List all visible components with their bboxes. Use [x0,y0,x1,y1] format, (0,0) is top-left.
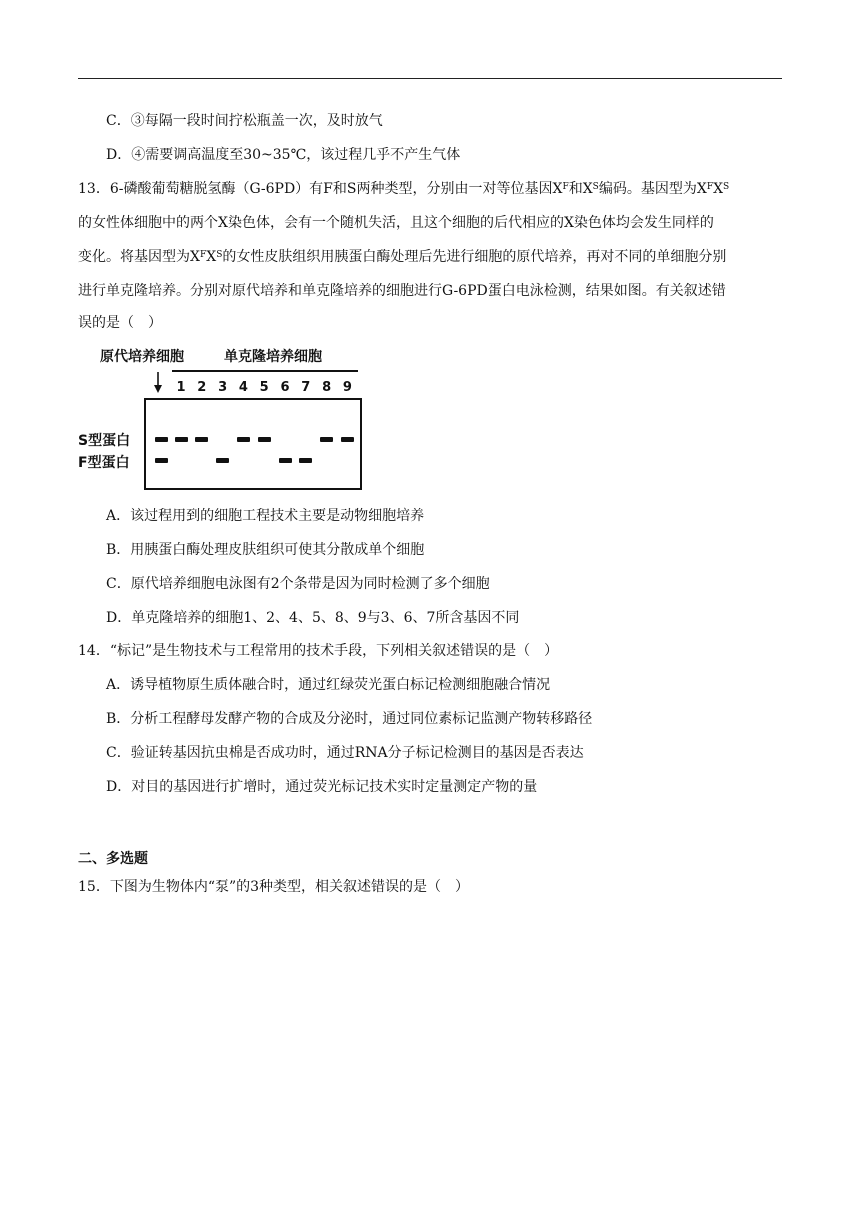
q14-option-d: D．对目的基因进行扩增时，通过荧光标记技术实时定量测定产物的量 [106,779,538,795]
q14-option-a: A．诱导植物原生质体融合时，通过红绿荧光蛋白标记检测细胞融合情况 [106,677,551,693]
lane-number-2: 2 [197,380,207,395]
lane-number-7: 7 [301,380,311,395]
band-lane-7-F [299,458,312,463]
lane-number-3: 3 [218,380,228,395]
electrophoresis-figure [78,342,378,494]
label-clone-culture: 单克隆培养细胞 [224,349,322,365]
band-lane-1-S [175,437,188,442]
lane-number-8: 8 [322,380,332,395]
band-primary-S [155,437,168,442]
label-s-protein: S型蛋白 [78,433,131,449]
q14-option-b: B．分析工程酵母发酵产物的合成及分泌时，通过同位素标记监测产物转移路径 [106,711,593,727]
q13-line-5: 误的是（ ） [78,315,162,331]
lane-number-1: 1 [176,380,186,395]
band-lane-5-S [258,437,271,442]
lane-number-6: 6 [280,380,290,395]
clone-bracket-line [172,370,358,372]
q13-option-c: C．原代培养细胞电泳图有2个条带是因为同时检测了多个细胞 [106,576,490,592]
lane-number-4: 4 [238,380,248,395]
band-lane-9-S [341,437,354,442]
band-lane-3-F [216,458,229,463]
q13-line-1: 13．6-磷酸葡萄糖脱氢酶（G-6PD）有F和S两种类型，分别由一对等位基因$X^F$和$X^S$编码。基因型为$X^FX^S$ [78,181,730,197]
gel-box [144,398,362,490]
q13-line-3: 变化。将基因型为$X^FX^S$的女性皮肤组织用胰蛋白酶处理后先进行细胞的原代培养，再对不同的单细胞分别 [78,249,727,265]
header-rule [78,78,782,79]
band-lane-6-F [279,458,292,463]
band-lane-8-S [320,437,333,442]
q13-option-d: D．单克隆培养的细胞1、2、4、5、8、9与3、6、7所含基因不同 [106,610,520,626]
band-lane-2-S [195,437,208,442]
q14-option-c: C．验证转基因抗虫棉是否成功时，通过RNA分子标记检测目的基因是否表达 [106,745,584,761]
q14-stem: 14．“标记”是生物技术与工程常用的技术手段，下列相关叙述错误的是（ ） [78,643,559,659]
band-lane-4-S [237,437,250,442]
band-primary-F [155,458,168,463]
down-arrow-icon [153,372,163,394]
q12-option-c: C．③每隔一段时间拧松瓶盖一次，及时放气 [106,113,383,129]
q13-line-4: 进行单克隆培养。分别对原代培养和单克隆培养的细胞进行G-6PD蛋白电泳检测，结果如图。有关叙述错 [78,283,726,299]
q13-option-a: A．该过程用到的细胞工程技术主要是动物细胞培养 [106,508,425,524]
q15-stem: 15．下图为生物体内“泵”的3种类型，相关叙述错误的是（ ） [78,879,470,895]
lane-number-9: 9 [342,380,352,395]
label-f-protein: F型蛋白 [78,455,130,471]
q12-option-d: D．④需要调高温度至30~35℃，该过程几乎不产生气体 [106,147,461,163]
q13-option-b: B．用胰蛋白酶处理皮肤组织可使其分散成单个细胞 [106,542,425,558]
lane-number-5: 5 [259,380,269,395]
q13-line-2: 的女性体细胞中的两个X染色体，会有一个随机失活，且这个细胞的后代相应的X染色体均会发生同样的 [78,215,714,231]
section-heading-multi-choice: 二、多选题 [78,851,148,867]
label-primary-culture: 原代培养细胞 [100,349,184,365]
